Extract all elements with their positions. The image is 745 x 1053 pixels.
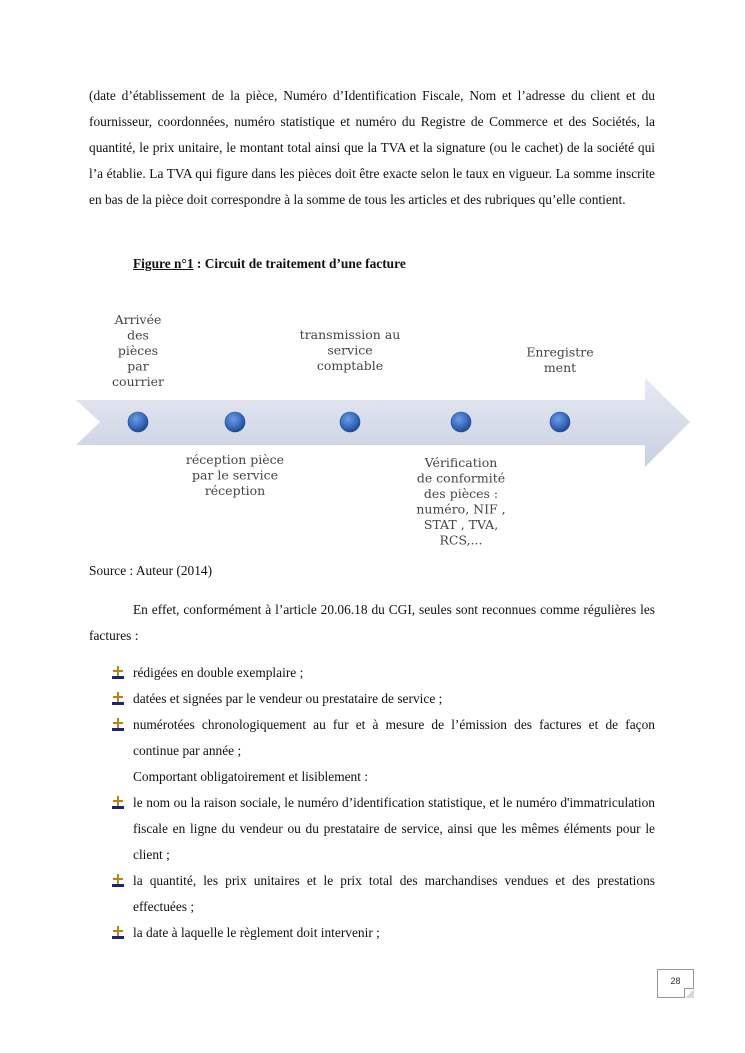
plus-bullet-icon — [112, 666, 124, 679]
step-label — [300, 327, 401, 373]
step-label-line: numéro, NIF , — [416, 501, 506, 517]
step-label — [526, 345, 593, 376]
timeline-arrow — [76, 378, 690, 467]
step-label-line: ment — [543, 360, 577, 375]
figure-source: Source : Auteur (2014) — [89, 563, 213, 578]
step-label-line: des pièces : — [423, 486, 499, 501]
step-label-line: de conformité — [416, 470, 506, 486]
list-item — [112, 660, 655, 686]
list-item-text: le nom ou la raison sociale, le numéro d’identification statistique, et le numéro d'immatriculation fiscale en ligne du vendeur ou du prestataire de service, ainsi que les mêmes éléments pour le client ; — [133, 795, 655, 862]
list-item — [112, 686, 655, 712]
page-fold-corner — [684, 988, 694, 998]
step-label-line: comptable — [316, 358, 384, 373]
figure-separator: : — [193, 256, 205, 271]
figure-title-text: Circuit de traitement d’une facture — [204, 256, 406, 271]
step-label-line: réception — [204, 483, 266, 498]
page-number-box — [657, 969, 694, 998]
step-label-line: Enregistre — [526, 344, 594, 360]
step-label — [112, 312, 164, 389]
list-item — [112, 868, 655, 920]
step-label-line: courrier — [112, 374, 164, 389]
step-label-line: des — [127, 327, 149, 343]
intro-paragraph: (date d’établissement de la pièce, Numéro d’Identification Fiscale, Nom et l’adresse du client et du fournisseur, coordonnées, numéro statistique et numéro du Registre de Commerce et des Sociétés, la quantité, le prix unitaire, le montant total ainsi que la TVA et la signature (ou le cachet) de la société qui l’a établie. La TVA qui figure dans les pièces doit être exacte selon le taux en vigueur. La somme inscrite en bas de la pièce doit correspondre à la somme de tous les articles et des rubriques qu’elle contient. — [89, 88, 655, 207]
list-item — [112, 764, 655, 790]
paragraph-cgi: En effet, conformément à l’article 20.06.18 du CGI, seules sont reconnues comme régulières les factures : — [89, 602, 655, 643]
step-label-line: RCS,... — [439, 532, 483, 548]
plus-bullet-icon — [112, 874, 124, 887]
page-number: 28 — [670, 976, 681, 986]
list-item-text: la quantité, les prix unitaires et le prix total des marchandises vendues et des prestations effectuées ; — [133, 873, 655, 914]
list-item-text: datées et signées par le vendeur ou prestataire de service ; — [133, 691, 443, 706]
step-dot — [550, 412, 570, 432]
list-item — [112, 790, 655, 868]
step-dot — [225, 412, 245, 432]
step-label — [186, 452, 284, 498]
step-label-line: par le service — [191, 467, 279, 483]
list-item-text: rédigées en double exemplaire ; — [133, 665, 304, 680]
step-label — [416, 455, 505, 548]
step-label-line: transmission au — [299, 327, 401, 342]
step-label-line: service — [327, 342, 373, 358]
list-item-text: numérotées chronologiquement au fur et à mesure de l’émission des factures et de façon continue par année ; — [133, 717, 655, 758]
plus-bullet-icon — [112, 926, 124, 939]
plus-bullet-icon — [112, 692, 124, 705]
step-dot — [451, 412, 471, 432]
step-label-line: par — [127, 358, 149, 374]
step-dot — [128, 412, 148, 432]
step-label-line: réception pièce — [185, 452, 285, 467]
plus-bullet-icon — [112, 718, 124, 731]
step-label-line: STAT , TVA, — [423, 517, 499, 532]
list-item — [112, 712, 655, 764]
step-label-line: Arrivée — [114, 312, 162, 327]
step-label-line: pièces — [117, 343, 159, 358]
conditions-list — [112, 660, 655, 946]
step-label-line: Vérification — [424, 455, 498, 470]
step-dot — [340, 412, 360, 432]
invoice-circuit-diagram — [70, 300, 695, 555]
figure-title — [133, 256, 406, 272]
figure-label: Figure n°1 — [133, 256, 194, 271]
list-item-text: la date à laquelle le règlement doit intervenir ; — [133, 925, 380, 940]
list-item-text: Comportant obligatoirement et lisiblement : — [133, 769, 369, 784]
list-item — [112, 920, 655, 946]
plus-bullet-icon — [112, 796, 124, 809]
